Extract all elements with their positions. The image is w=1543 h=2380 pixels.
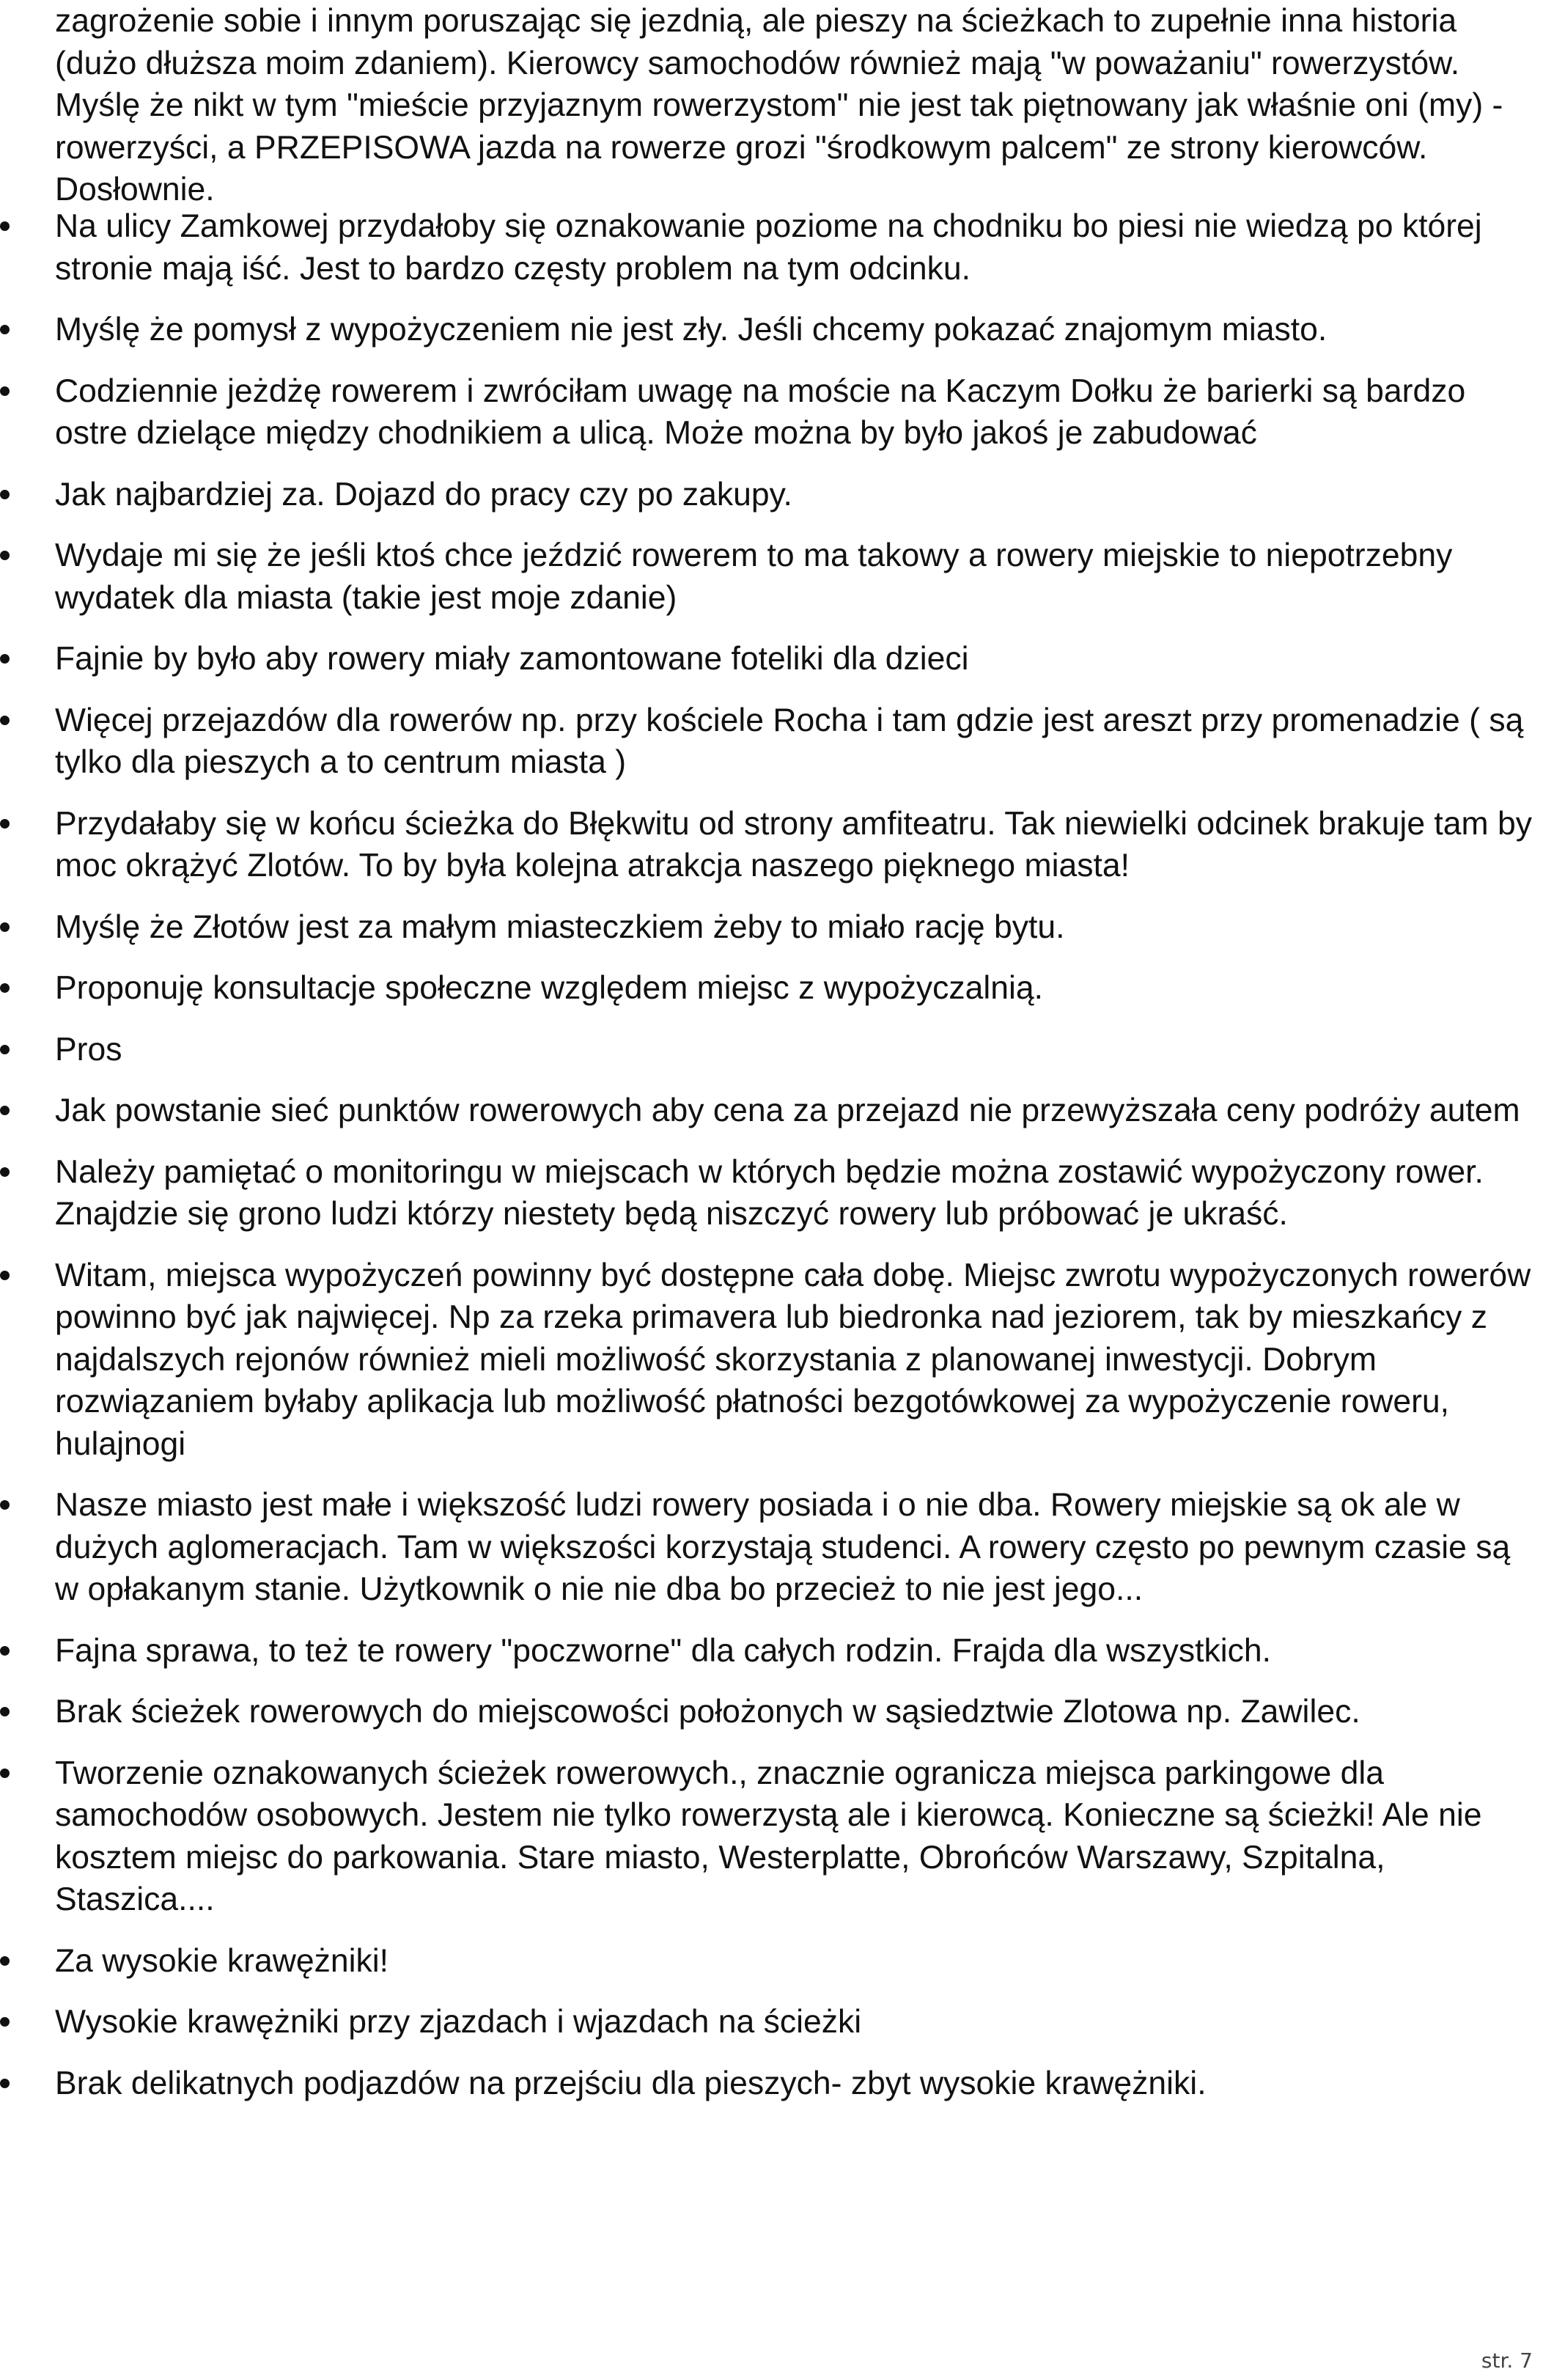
list-item: [0, 205, 1532, 290]
list-item: [0, 1151, 1532, 1235]
list-item: [0, 967, 1532, 1010]
list-item: [0, 2001, 1532, 2043]
list-item: [0, 1255, 1532, 1466]
list-item-text: Jak powstanie sieć punktów rowerowych aby cena za przejazd nie przewyższała ceny podróży autem: [55, 1092, 1520, 1128]
list-item-text: Fajna sprawa, to też te rowery "poczworne" dla całych rodzin. Frajda dla wszystkich.: [55, 1632, 1271, 1669]
bullet-icon: [0, 922, 10, 932]
bullet-icon: [0, 490, 10, 499]
list-item-text: Wydaje mi się że jeśli ktoś chce jeździć rowerem to ma takowy a rowery miejskie to niepotrzebny wydatek dla miasta (takie jest moje zdanie): [55, 537, 1453, 616]
bullet-icon: [0, 1707, 10, 1716]
list-item: [0, 370, 1532, 455]
bullet-icon: [0, 2079, 10, 2088]
list-item-text: Przydałaby się w końcu ścieżka do Błękwitu od strony amfiteatru. Tak niewielki odcinek brakuje tam by moc okrążyć Zlotów. To by była kolejna atrakcja naszego pięknego miasta!: [55, 805, 1532, 884]
bullet-icon: [0, 1167, 10, 1177]
list-item-text: Wysokie krawężniki przy zjazdach i wjazdach na ścieżki: [55, 2004, 862, 2040]
list-item: [0, 2063, 1532, 2105]
list-item-text: Jak najbardziej za. Dojazd do pracy czy po zakupy.: [55, 476, 792, 513]
lead-paragraph: zagrożenie sobie i innym poruszając się jezdnią, ale pieszy na ścieżkach to zupełnie inna historia (dużo dłuższa moim zdaniem). Kierowcy samochodów również mają "w poważaniu" rowerzystów. Myślę że nikt w tym "mieście przyjaznym rowerzystom" nie jest tak piętnowany jak właśnie oni (my) - rowerzyści, a PRZEPISOWA jazda na rowerze grozi "środkowym palcem" ze strony kierowców. Dosłownie.: [55, 3, 1503, 207]
bullet-icon: [0, 1956, 10, 1966]
list-item-text: Tworzenie oznakowanych ścieżek rowerowych., znacznie ogranicza miejsca parkingowe dla samochodów osobowych. Jestem nie tylko rowerzystą ale i kierowcą. Konieczne są ścieżki! Ale nie kosztem miejsc do parkowania. Stare miasto, Westerplatte, Obrońców Warszawy, Szpitalna, Staszica....: [55, 1755, 1482, 1917]
list-item-text: Pros: [55, 1031, 122, 1068]
list-item-text: Fajnie by było aby rowery miały zamontowane foteliki dla dzieci: [55, 641, 969, 677]
list-item: [0, 699, 1532, 784]
list-item: [0, 1940, 1532, 1983]
comment-list: [0, 205, 1543, 2123]
bullet-icon: [0, 819, 10, 829]
list-item-text: Myślę że pomysł z wypożyczeniem nie jest zły. Jeśli chcemy pokazać znajomym miasto.: [55, 312, 1327, 348]
bullet-icon: [0, 1045, 10, 1054]
list-item-text: Brak ścieżek rowerowych do miejscowości położonych w sąsiedztwie Zlotowa np. Zawilec.: [55, 1694, 1360, 1730]
list-item-text: Witam, miejsca wypożyczeń powinny być dostępne cała dobę. Miejsc zwrotu wypożyczonych rowerów powinno być jak najwięcej. Np za rzeka primavera lub biedronka nad jeziorem, tak by mieszkańcy z najdalszych rejonów również mieli możliwość skorzystania z planowanej inwestycji. Dobrym rozwiązaniem byłaby aplikacja lub możliwość płatności bezgotówkowej za wypożyczenie roweru, hulajnogi: [55, 1257, 1531, 1462]
list-item: [0, 474, 1532, 516]
list-item: [0, 1090, 1532, 1132]
bullet-icon: [0, 716, 10, 725]
bullet-icon: [0, 1106, 10, 1115]
bullet-icon: [0, 2017, 10, 2027]
list-item-text: Codziennie jeżdżę rowerem i zwróciłam uwagę na moście na Kaczym Dołku że barierki są bardzo ostre dzielące między chodnikiem a ulicą. Może można by było jakoś je zabudować: [55, 372, 1466, 451]
bullet-icon: [0, 221, 10, 231]
list-item: [0, 638, 1532, 680]
list-item: [0, 1752, 1532, 1921]
list-item: [0, 906, 1532, 949]
list-item-text: Na ulicy Zamkowej przydałoby się oznakowanie poziome na chodniku bo piesi nie wiedzą po której stronie mają iść. Jest to bardzo częsty problem na tym odcinku.: [55, 208, 1482, 287]
bullet-icon: [0, 1769, 10, 1778]
page-number: str. 7: [1481, 2348, 1533, 2373]
list-item: [0, 803, 1532, 887]
list-item: [0, 1029, 1532, 1071]
bullet-icon: [0, 325, 10, 334]
bullet-icon: [0, 1646, 10, 1656]
list-item-text: Nasze miasto jest małe i większość ludzi rowery posiada i o nie dba. Rowery miejskie są ok ale w dużych aglomeracjach. Tam w większości korzystają studenci. A rowery często po pewnym czasie są w opłakanym stanie. Użytkownik o nie nie dba bo przecież to nie jest jego...: [55, 1487, 1511, 1607]
list-item-text: Myślę że Złotów jest za małym miasteczkiem żeby to miało rację bytu.: [55, 908, 1065, 945]
list-item-text: Należy pamiętać o monitoringu w miejscach w których będzie można zostawić wypożyczony rower. Znajdzie się grono ludzi którzy niestety będą niszczyć rowery lub próbować je ukraść.: [55, 1153, 1484, 1232]
list-item: [0, 1484, 1532, 1611]
bullet-icon: [0, 386, 10, 396]
list-item-text: Za wysokie krawężniki!: [55, 1942, 389, 1979]
bullet-icon: [0, 551, 10, 560]
bullet-icon: [0, 1271, 10, 1280]
list-item-text: Brak delikatnych podjazdów na przejściu dla pieszych- zbyt wysokie krawężniki.: [55, 2065, 1207, 2101]
list-item: [0, 309, 1532, 351]
list-item-text: Proponuję konsultacje społeczne względem miejsc z wypożyczalnią.: [55, 970, 1044, 1006]
bullet-icon: [0, 983, 10, 993]
list-item: [0, 1691, 1532, 1733]
list-item: [0, 1630, 1532, 1672]
list-item: [0, 535, 1532, 619]
bullet-icon: [0, 1500, 10, 1510]
bullet-icon: [0, 654, 10, 664]
list-item-text: Więcej przejazdów dla rowerów np. przy kościele Rocha i tam gdzie jest areszt przy promenadzie ( są tylko dla pieszych a to centrum miasta ): [55, 702, 1524, 780]
